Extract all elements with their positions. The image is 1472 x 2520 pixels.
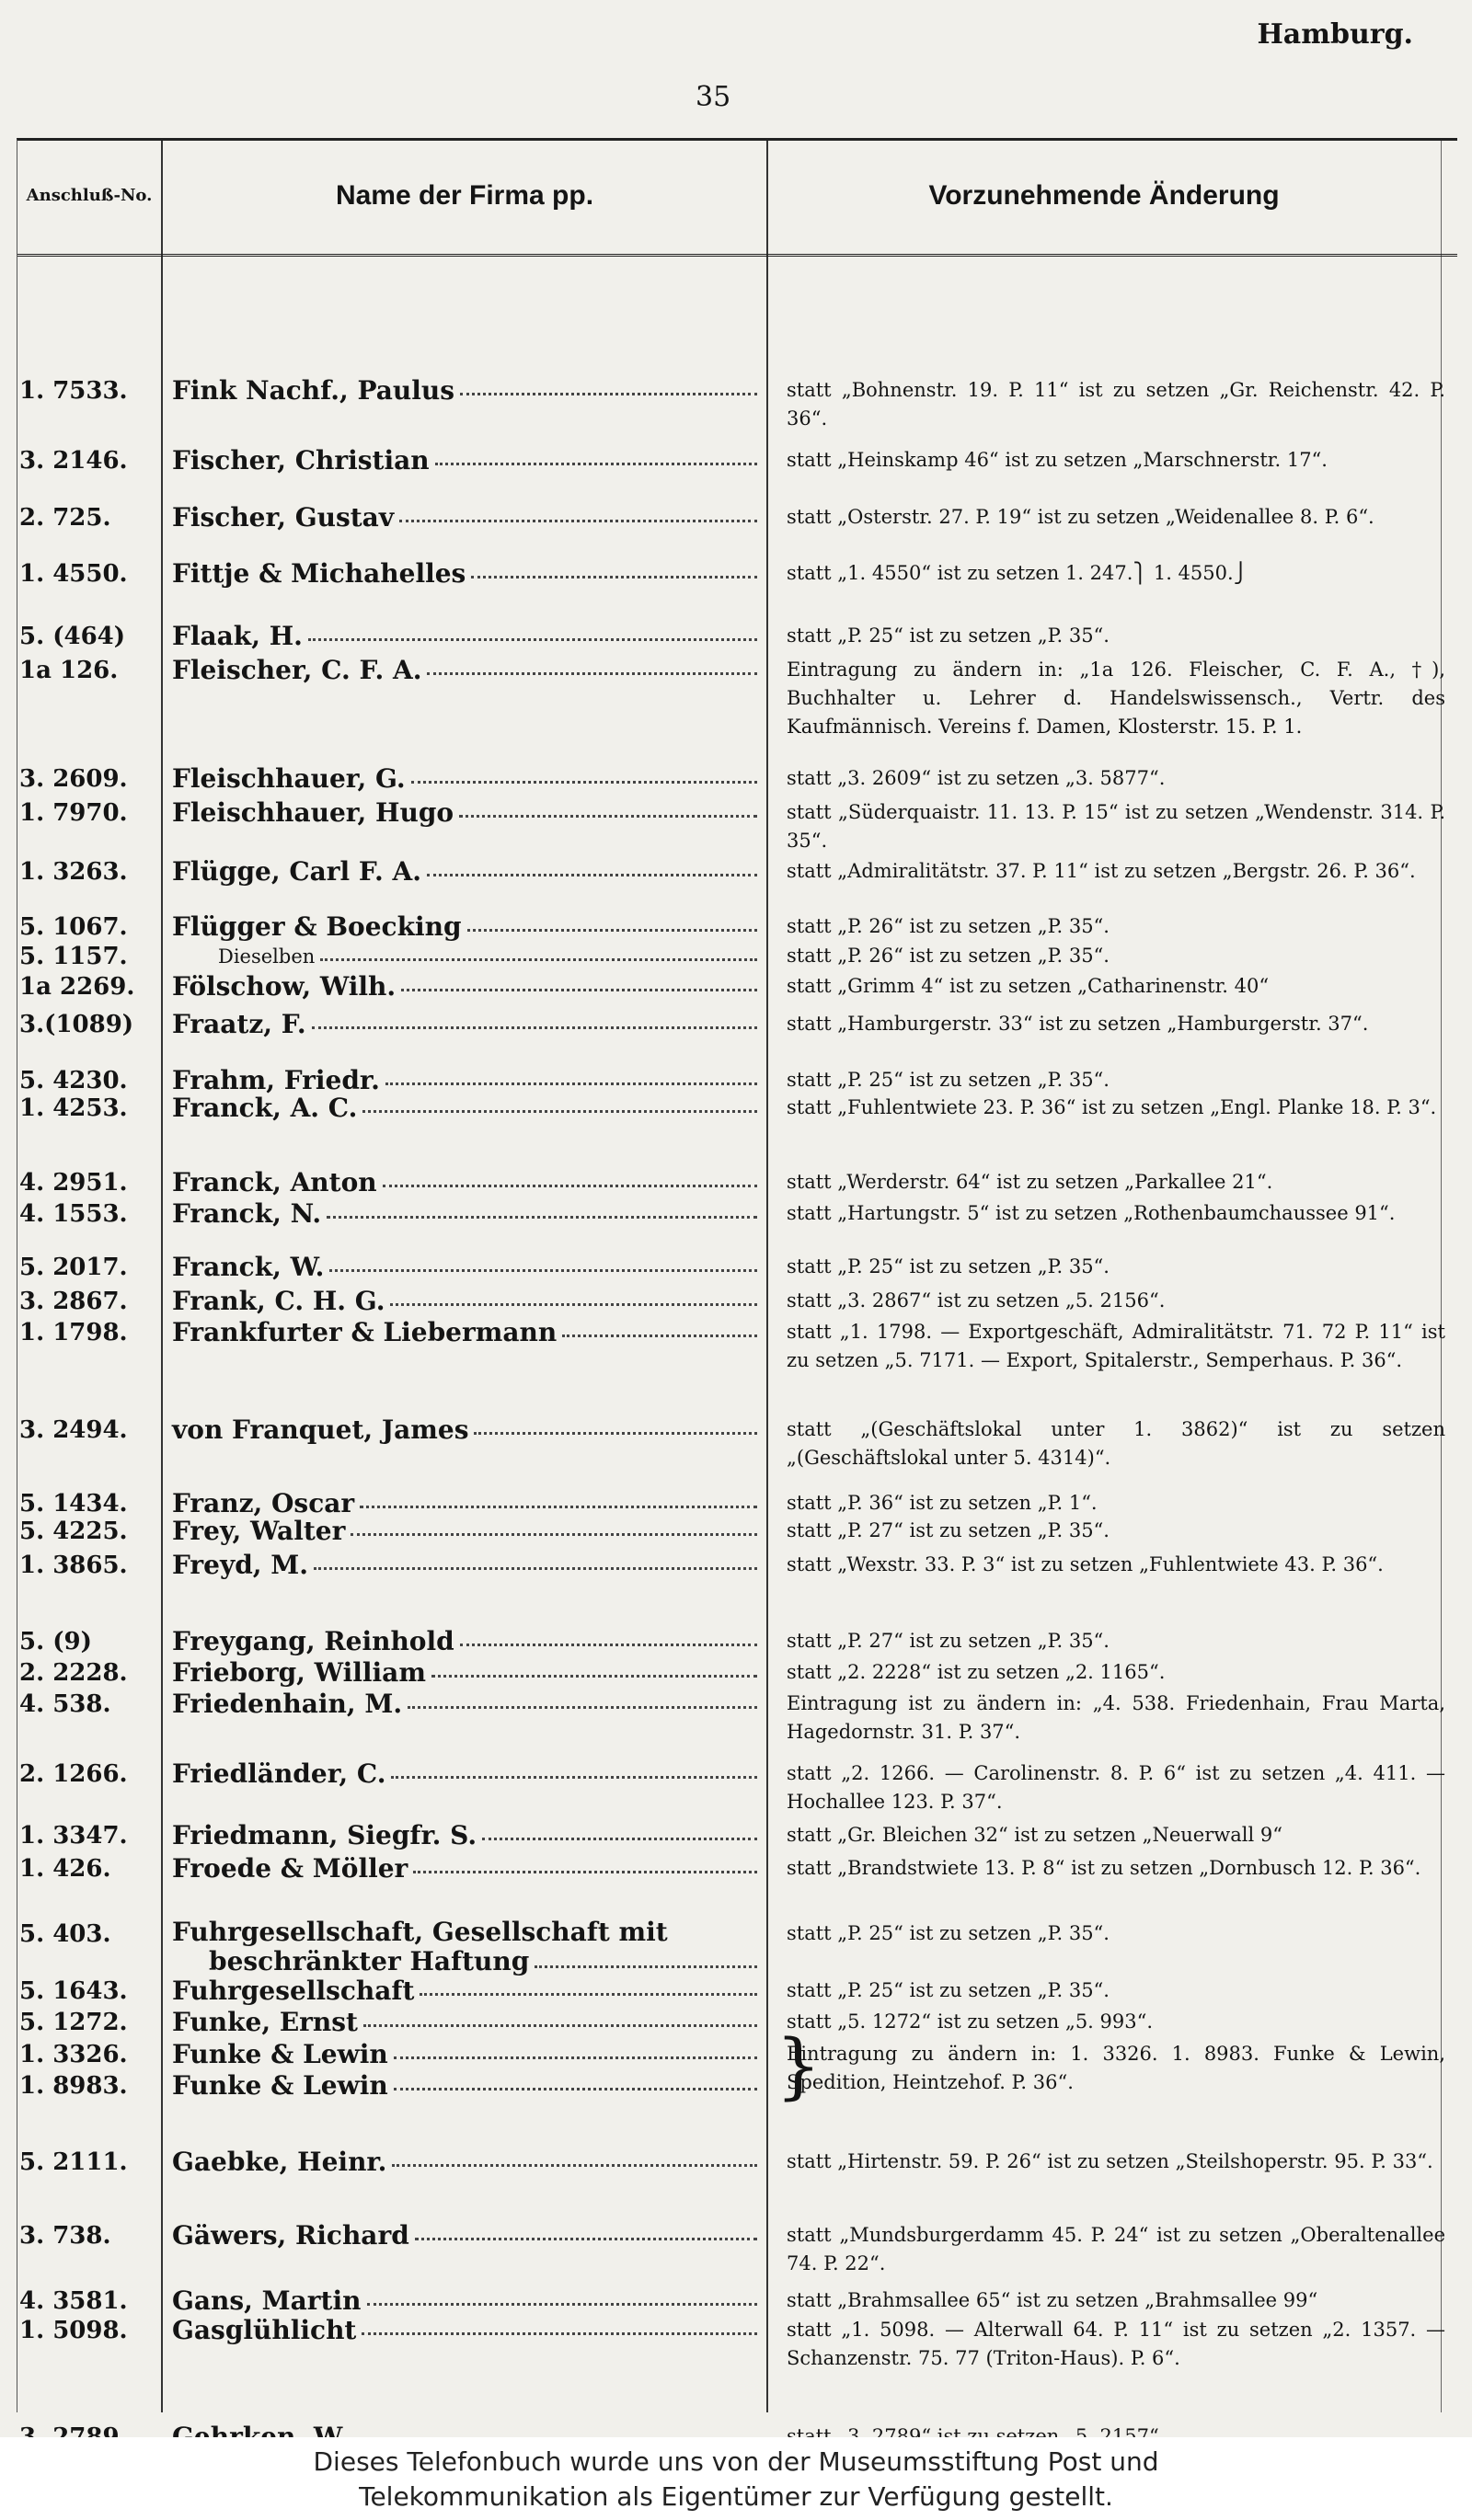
firm-name-text: Frankfurter & Liebermann <box>172 1316 558 1347</box>
firm-name <box>172 1656 761 1690</box>
leader-dots <box>394 2069 757 2090</box>
firm-name-text: Fittje & Michahelles <box>172 557 466 589</box>
firm-name <box>172 1819 761 1852</box>
connection-number: 3. 2609. <box>19 765 128 793</box>
change-text: statt „Werderstr. 64“ ist zu setzen „Parkallee 21“. <box>787 1171 1273 1194</box>
firm-name-text: Flügge, Carl F. A. <box>172 856 421 888</box>
connection-number: 1. 7970. <box>19 799 128 828</box>
change-text: statt „Wexstr. 33. P. 3“ ist zu setzen „Fuhlentwiete 43. P. 36“. <box>787 1553 1384 1576</box>
leader-dots <box>431 1656 757 1678</box>
firm-name <box>172 911 761 944</box>
change-text: statt „P. 25“ ist zu setzen „P. 35“. <box>787 624 1110 647</box>
change-text: statt „1. 5098. — Alterwall 64. P. 11“ ist zu setzen „2. 1357. — Schanzenstr. 75. 77 (Triton-Haus). P. 6“. <box>787 2318 1445 2369</box>
firm-name-text: Friedmann, Siegfr. S. <box>172 1820 477 1851</box>
firm-name-text: Gaebke, Heinr. <box>172 2147 387 2178</box>
connection-number: 1. 4550. <box>19 559 128 588</box>
connection-number: 1. 3347. <box>19 1822 128 1850</box>
leader-dots <box>391 1758 757 1779</box>
firm-name <box>172 2314 761 2347</box>
change-text: statt „(Geschäftslokal unter 1. 3862)“ ist zu setzen „(Geschäftslokal unter 5. 4314)“. <box>787 1418 1445 1470</box>
firm-name-text: Fleischhauer, Hugo <box>172 797 454 829</box>
change-text: statt „Hartungstr. 5“ ist zu setzen „Rothenbaumchaussee 91“. <box>787 1202 1396 1225</box>
change-text: Eintragung zu ändern in: 1. 3326. 1. 8983. Funke & Lewin, Spedition, Heintzehof. P. 36“. <box>787 2043 1445 2094</box>
firm-name <box>172 1197 761 1231</box>
leader-dots <box>413 1852 757 1873</box>
firm-name-text: Funke & Lewin <box>172 2070 388 2102</box>
connection-number: 5. 403. <box>19 1919 111 1948</box>
firm-name-line-2 <box>172 1947 761 1977</box>
connection-number: 1. 3326. <box>19 2041 128 2069</box>
firm-name-text: Fink Nachf., Paulus <box>172 374 455 406</box>
connection-number: 1a 2269. <box>19 973 135 1002</box>
leader-dots <box>399 501 757 522</box>
footer-note <box>0 2437 1472 2520</box>
connection-number: 5. 1157. <box>19 942 128 970</box>
firm-name-text: Franz, Oscar <box>172 1487 355 1518</box>
firm-name <box>172 940 761 973</box>
change-text: statt „P. 27“ ist zu setzen „P. 35“. <box>787 1629 1110 1652</box>
firm-name <box>172 444 761 477</box>
firm-name-text: Gasglühlicht <box>172 2314 357 2345</box>
footer-line-1: Dieses Telefonbuch wurde uns von der Museumsstiftung Post und <box>313 2446 1159 2477</box>
connection-number: 5. 4230. <box>19 1066 128 1094</box>
leader-dots <box>460 1625 757 1646</box>
footer-line-2: Telekommunikation als Eigentümer zur Verfügung gestellt. <box>359 2481 1113 2512</box>
leader-dots <box>312 1008 757 1029</box>
firm-name-text: Franck, W. <box>172 1251 325 1282</box>
leader-dots <box>460 374 757 395</box>
firm-name-text: Frieborg, William <box>172 1656 426 1688</box>
leader-dots <box>435 444 757 465</box>
leader-dots <box>308 620 757 641</box>
firm-name <box>172 1251 761 1284</box>
connection-number: 1. 8983. <box>19 2072 128 2101</box>
leader-dots <box>314 1549 757 1570</box>
firm-name-text: Fraatz, F. <box>172 1009 306 1040</box>
firm-name-text: Dieselben <box>218 945 316 968</box>
grouping-brace: } <box>776 2025 822 2109</box>
firm-name <box>172 1975 761 2008</box>
leader-dots <box>535 1947 757 1968</box>
change-text: statt „Fuhlentwiete 23. P. 36“ ist zu setzen „Engl. Planke 18. P. 3“. <box>787 1096 1437 1119</box>
firm-name-text: Fleischhauer, G. <box>172 763 406 794</box>
header-rule <box>17 254 1457 257</box>
change-text: statt „P. 27“ ist zu setzen „P. 35“. <box>787 1518 1110 1541</box>
leader-dots <box>329 1251 757 1272</box>
change-text: statt „Brandstwiete 13. P. 8“ ist zu setzen „Dornbusch 12. P. 36“. <box>787 1856 1421 1879</box>
change-text: statt „Bohnenstr. 19. P. 11“ ist zu setzen „Gr. Reichenstr. 42. P. 36“. <box>787 378 1445 430</box>
firm-name <box>172 2285 761 2318</box>
connection-number: 3. 2494. <box>19 1416 128 1445</box>
connection-number: 5. (9) <box>19 1627 92 1655</box>
change-text: statt „2. 1266. — Carolinenstr. 8. P. 6“ ist zu setzen „4. 411. — Hochallee 123. P. 37“. <box>787 1761 1445 1813</box>
firm-name <box>172 374 761 407</box>
change-text: statt „Süderquaistr. 11. 13. P. 15“ ist zu setzen „Wendenstr. 314. P. 35“. <box>787 801 1445 853</box>
firm-name <box>172 1625 761 1658</box>
connection-number: 5. 4225. <box>19 1517 128 1545</box>
change-text: statt „Hamburgerstr. 33“ ist zu setzen „Hamburgerstr. 37“. <box>787 1013 1369 1036</box>
leader-dots <box>385 1064 757 1085</box>
firm-name <box>172 1316 761 1349</box>
leader-dots <box>362 1092 757 1113</box>
leader-dots <box>427 654 757 675</box>
leader-dots <box>562 1316 757 1337</box>
change-text: statt „5. 1272“ ist zu setzen „5. 993“. <box>787 2010 1154 2033</box>
firm-name-text: Franck, A. C. <box>172 1093 358 1124</box>
firm-name-text: Fleischer, C. F. A. <box>172 654 422 685</box>
leader-dots <box>360 1487 757 1508</box>
change-text: Eintragung ist zu ändern in: „4. 538. Friedenhain, Frau Marta, Hagedornstr. 31. P. 37“. <box>787 1691 1445 1743</box>
connection-number: 1. 1798. <box>19 1318 128 1346</box>
connection-number: 1. 4253. <box>19 1094 128 1123</box>
leader-dots <box>390 1285 757 1306</box>
firm-name-text: Fischer, Christian <box>172 444 430 475</box>
firm-name <box>172 970 761 1003</box>
connection-number: 5. (464) <box>19 622 126 650</box>
connection-number: 2. 1266. <box>19 1759 128 1788</box>
firm-name-text: Franck, N. <box>172 1198 322 1230</box>
change-text: statt „P. 25“ ist zu setzen „P. 35“. <box>787 1979 1110 2002</box>
change-text: statt „2. 2228“ ist zu setzen „2. 1165“. <box>787 1660 1166 1683</box>
directory-table <box>17 138 1457 2412</box>
firm-name-text: Flaak, H. <box>172 620 303 651</box>
connection-number: 3. 738. <box>19 2221 111 2250</box>
connection-number: 3.(1089) <box>19 1011 134 1039</box>
leader-dots <box>408 1688 757 1709</box>
firm-name-text: Freygang, Reinhold <box>172 1625 454 1656</box>
leader-dots <box>401 970 757 991</box>
connection-number: 4. 1553. <box>19 1200 128 1229</box>
change-text: statt „Admiralitätstr. 37. P. 11“ ist zu setzen „Bergstr. 26. P. 36“. <box>787 860 1416 883</box>
change-text: statt „P. 25“ ist zu setzen „P. 35“. <box>787 1254 1110 1277</box>
leader-dots <box>474 1414 757 1435</box>
change-text: statt „Mundsburgerdamm 45. P. 24“ ist zu setzen „Oberaltenallee 74. P. 22“. <box>787 2223 1445 2274</box>
change-text: statt „3. 2867“ ist zu setzen „5. 2156“. <box>787 1289 1166 1312</box>
connection-number: 1. 7533. <box>19 376 128 405</box>
firm-name-text: Flügger & Boecking <box>172 911 462 942</box>
change-text: Eintragung zu ändern in: „1a 126. Fleischer, C. F. A., †), Buchhalter u. Lehrer d. Handelswissensch., Vertr. des Kaufmännisch. Vereins f. Damen, Klosterstr. 15. P. 1. <box>787 658 1445 738</box>
change-text: statt „3. 2609“ ist zu setzen „3. 5877“. <box>787 767 1166 789</box>
firm-name <box>172 557 761 590</box>
firm-name <box>172 2069 761 2102</box>
connection-number: 5. 1272. <box>19 2009 128 2036</box>
firm-name <box>172 1852 761 1885</box>
connection-number: 1. 426. <box>19 1854 111 1883</box>
firm-name-text: Fischer, Gustav <box>172 502 395 533</box>
firm-name-text: von Franquet, James <box>172 1415 469 1446</box>
connection-number: 1. 3263. <box>19 858 128 887</box>
column-header-name: Name der Firma pp. <box>335 180 594 211</box>
leader-dots <box>471 557 757 578</box>
change-text: statt „Hirtenstr. 59. P. 26“ ist zu setzen „Steilshoperstr. 95. P. 33“. <box>787 2150 1433 2173</box>
firm-name-text: Gans, Martin <box>172 2285 362 2316</box>
connection-number: 2. 725. <box>19 504 111 533</box>
leader-dots <box>459 796 757 818</box>
leader-dots <box>367 2285 758 2306</box>
firm-name <box>172 2146 761 2179</box>
firm-name <box>172 2038 761 2071</box>
leader-dots <box>415 2219 757 2240</box>
firm-name <box>172 620 761 653</box>
leader-dots <box>362 2314 757 2335</box>
firm-name-text: Frahm, Friedr. <box>172 1064 380 1095</box>
leader-dots <box>392 2146 757 2167</box>
firm-name <box>172 1688 761 1721</box>
firm-name <box>172 1008 761 1041</box>
firm-name <box>172 2219 761 2252</box>
change-text: statt „P. 25“ ist zu setzen „P. 35“. <box>787 1921 1110 1944</box>
firm-name-text: Friedenhain, M. <box>172 1688 403 1719</box>
page-number: 35 <box>696 81 731 113</box>
change-text: statt „P. 26“ ist zu setzen „P. 35“. <box>787 944 1110 967</box>
firm-name-text: Funke & Lewin <box>172 2039 388 2070</box>
connection-number: 1. 3865. <box>19 1552 128 1580</box>
change-text: statt „Brahmsallee 65“ ist zu setzen „Brahmsallee 99“ <box>787 2288 1318 2311</box>
change-text: statt „Grimm 4“ ist zu setzen „Catharinenstr. 40“ <box>787 975 1270 998</box>
change-text: statt „P. 26“ ist zu setzen „P. 35“. <box>787 914 1110 937</box>
firm-name-text: Freyd, M. <box>172 1550 309 1581</box>
leader-dots <box>351 1515 757 1536</box>
connection-number: 5. 1067. <box>19 912 128 941</box>
firm-name <box>172 501 761 534</box>
leader-dots <box>411 762 757 784</box>
firm-name <box>172 1758 761 1791</box>
firm-name <box>172 762 761 796</box>
column-divider <box>766 141 768 2412</box>
change-text: statt „P. 36“ ist zu setzen „P. 1“. <box>787 1491 1098 1514</box>
connection-number: 4. 538. <box>19 1690 111 1718</box>
change-text: statt „1. 4550“ ist zu setzen 1. 247.⎫ 1. 4550.⎭ <box>787 561 1248 584</box>
firm-name-text: Froede & Möller <box>172 1852 408 1884</box>
firm-name-text: Fölschow, Wilh. <box>172 971 397 1002</box>
firm-name <box>172 796 761 830</box>
connection-number: 5. 2111. <box>19 2148 128 2177</box>
connection-number: 5. 1434. <box>19 1489 128 1518</box>
firm-name-line-1: Fuhrgesellschaft, Gesellschaft mit <box>172 1916 668 1947</box>
firm-name <box>172 1092 761 1125</box>
column-header-change: Vorzunehmende Änderung <box>928 180 1280 211</box>
leader-dots <box>327 1197 757 1219</box>
connection-number: 5. 1643. <box>19 1977 128 2006</box>
firm-name-text: Friedländer, C. <box>172 1758 386 1789</box>
firm-name-text: Frank, C. H. G. <box>172 1285 385 1316</box>
leader-dots <box>383 1166 757 1187</box>
connection-number: 1. 5098. <box>19 2316 128 2344</box>
change-text: statt „1. 1798. — Exportgeschäft, Admiralitätstr. 71. 72 P. 11“ ist zu setzen „5. 7171. — Export, Spitalerstr., Semperhaus. P. 36“. <box>787 1320 1445 1371</box>
connection-number: 5. 2017. <box>19 1253 128 1281</box>
firm-name <box>172 1549 761 1582</box>
firm-name <box>172 2006 761 2039</box>
firm-name <box>172 1285 761 1318</box>
change-text: statt „Heinskamp 46“ ist zu setzen „Marschnerstr. 17“. <box>787 448 1328 471</box>
change-text: statt „Gr. Bleichen 32“ ist zu setzen „Neuerwall 9“ <box>787 1824 1282 1847</box>
connection-number: 4. 2951. <box>19 1169 128 1197</box>
firm-name-text: Gäwers, Richard <box>172 2219 409 2251</box>
connection-number: 1a 126. <box>19 656 119 684</box>
firm-name-text: beschränkter Haftung <box>209 1945 530 1976</box>
firm-name-text: Franck, Anton <box>172 1167 377 1198</box>
city-heading: Hamburg. <box>1257 18 1413 51</box>
change-text: statt „Osterstr. 27. P. 19“ ist zu setzen „Weidenallee 8. P. 6“. <box>787 506 1374 529</box>
leader-dots <box>467 911 757 932</box>
change-text: statt „P. 25“ ist zu setzen „P. 35“. <box>787 1068 1110 1091</box>
firm-name <box>172 855 761 888</box>
firm-name <box>172 1414 761 1447</box>
column-header-number: Anschluß-No. <box>26 186 153 205</box>
firm-name <box>172 1166 761 1199</box>
connection-number: 2. 2228. <box>19 1658 128 1687</box>
leader-dots <box>420 1975 757 1996</box>
connection-number: 3. 2867. <box>19 1287 128 1315</box>
firm-name <box>172 654 761 687</box>
firm-name-text: Fuhrgesellschaft <box>172 1976 415 2007</box>
column-divider <box>161 141 163 2412</box>
leader-dots <box>482 1819 757 1840</box>
leader-dots <box>363 2006 757 2027</box>
leader-dots <box>320 940 757 961</box>
firm-name-text: Funke, Ernst <box>172 2007 358 2037</box>
firm-name-text: Frey, Walter <box>172 1515 346 1546</box>
firm-name <box>172 1515 761 1548</box>
connection-number: 4. 3581. <box>19 2286 128 2315</box>
leader-dots <box>394 2038 757 2059</box>
leader-dots <box>427 855 757 876</box>
firm-name <box>172 1918 761 1977</box>
connection-number: 3. 2146. <box>19 446 128 475</box>
